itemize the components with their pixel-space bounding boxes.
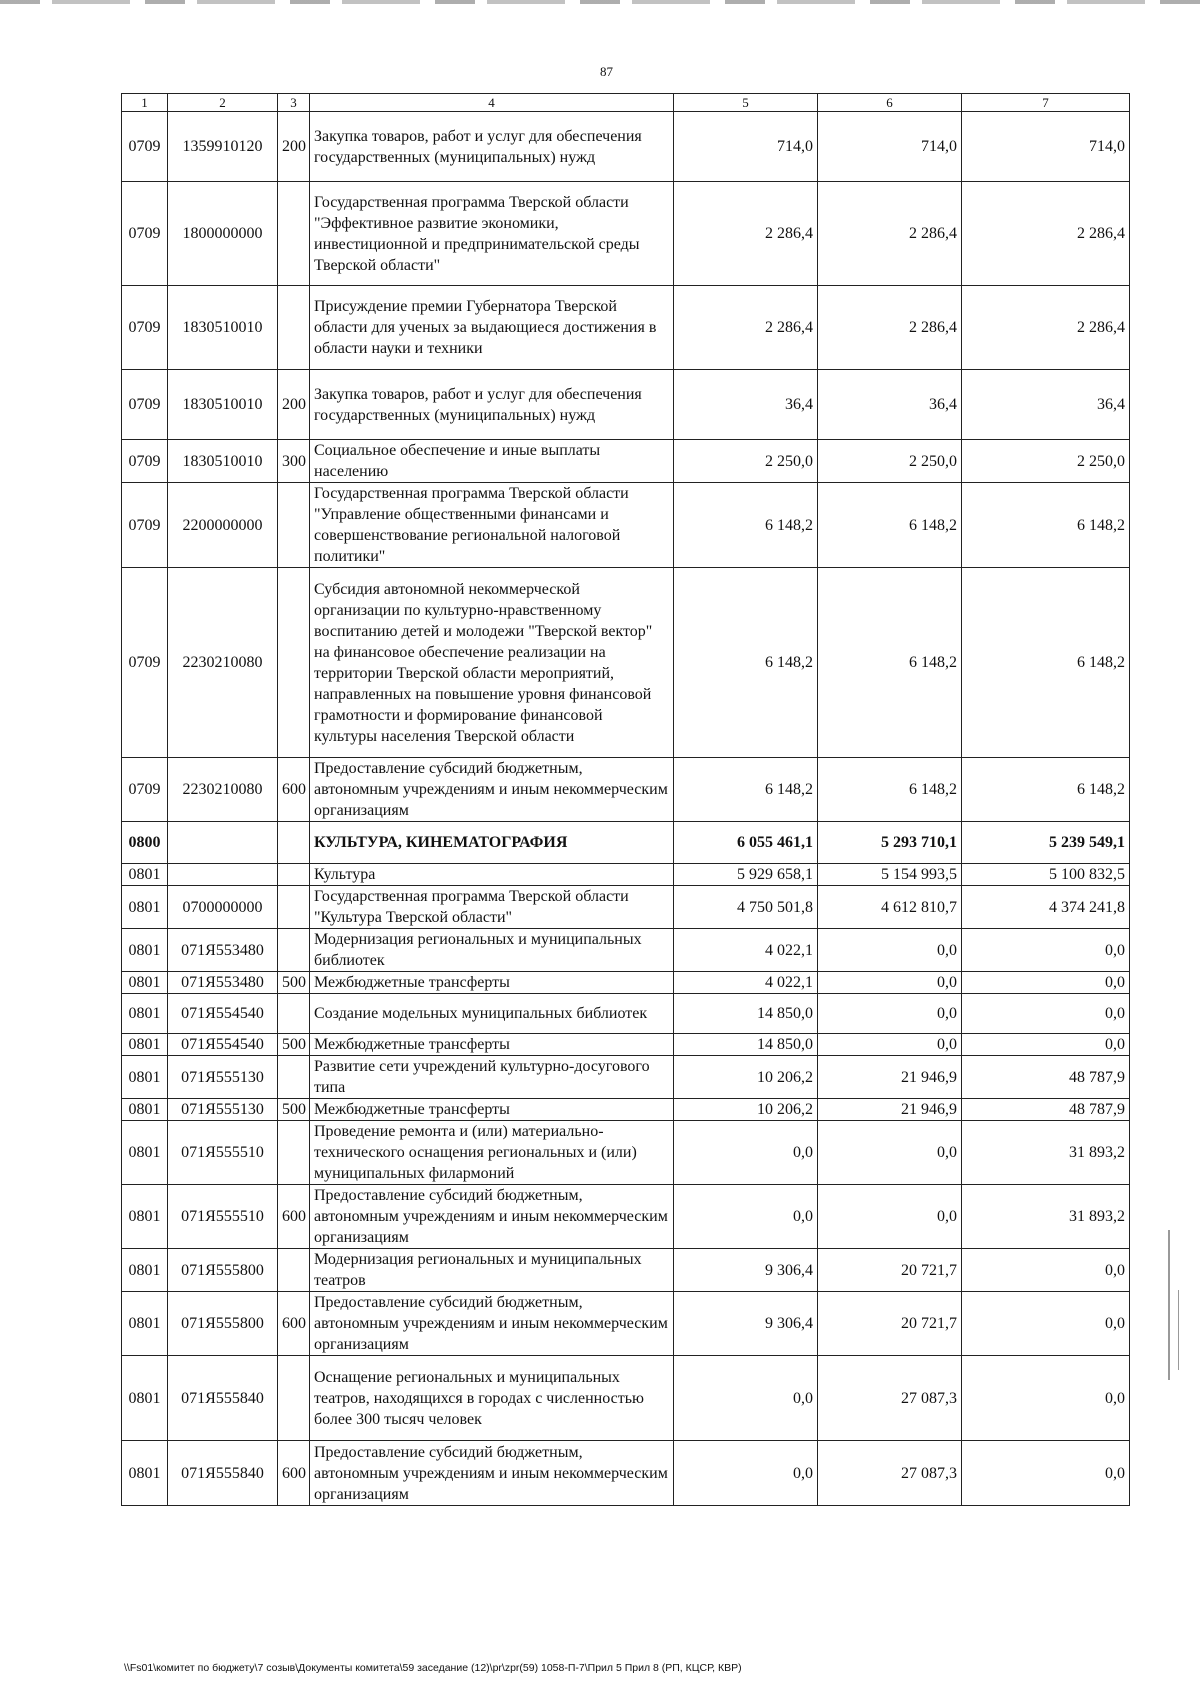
target-article-cell: 2200000000 bbox=[168, 483, 278, 568]
amount-col7-cell: 48 787,9 bbox=[962, 1056, 1130, 1099]
item-name-cell: Субсидия автономной некоммерческой организации по культурно-нравственному воспитанию детей и молодежи "Тверской вектор" на финансовое обеспечение реализации на территории Тверской области мероприятий, направленных на повышение уровня финансовой грамотности и формирование финансовой культуры населения Тверской области bbox=[310, 568, 674, 758]
amount-col5-cell: 4 022,1 bbox=[674, 972, 818, 994]
amount-col7-cell: 31 893,2 bbox=[962, 1121, 1130, 1185]
amount-col5-cell: 2 286,4 bbox=[674, 182, 818, 286]
amount-col5-cell: 6 148,2 bbox=[674, 758, 818, 822]
footer-file-path: \\Fs01\комитет по бюджету\7 созыв\Документы комитета\59 заседание (12)\pr\zpr(59) 1058-П-7\Прил 5 Прил 8 (РП, КЦСР, КВР) bbox=[124, 1662, 742, 1674]
column-header: 1 bbox=[122, 94, 168, 112]
amount-col5-cell: 0,0 bbox=[674, 1185, 818, 1249]
amount-col7-cell: 36,4 bbox=[962, 370, 1130, 440]
target-article-cell bbox=[168, 864, 278, 886]
amount-col6-cell: 714,0 bbox=[818, 112, 962, 182]
column-header: 5 bbox=[674, 94, 818, 112]
section-code-cell: 0709 bbox=[122, 758, 168, 822]
scan-edge-artifact bbox=[0, 0, 1200, 4]
amount-col5-cell: 9 306,4 bbox=[674, 1249, 818, 1292]
column-header: 2 bbox=[168, 94, 278, 112]
section-code-cell: 0801 bbox=[122, 1441, 168, 1506]
expense-type-cell: 600 bbox=[278, 1441, 310, 1506]
amount-col5-cell: 4 750 501,8 bbox=[674, 886, 818, 929]
amount-col5-cell: 714,0 bbox=[674, 112, 818, 182]
target-article-cell: 071Я555840 bbox=[168, 1356, 278, 1441]
section-code-cell: 0709 bbox=[122, 483, 168, 568]
expense-type-cell: 500 bbox=[278, 1099, 310, 1121]
section-code-cell: 0709 bbox=[122, 370, 168, 440]
section-code-cell: 0801 bbox=[122, 1121, 168, 1185]
target-article-cell: 1800000000 bbox=[168, 182, 278, 286]
target-article-cell: 1830510010 bbox=[168, 440, 278, 483]
target-article-cell: 071Я555130 bbox=[168, 1099, 278, 1121]
amount-col7-cell: 48 787,9 bbox=[962, 1099, 1130, 1121]
budget-table bbox=[121, 93, 1130, 1506]
section-code-cell: 0801 bbox=[122, 1099, 168, 1121]
section-code-cell: 0801 bbox=[122, 972, 168, 994]
table-row bbox=[122, 1441, 1130, 1506]
expense-type-cell bbox=[278, 1249, 310, 1292]
item-name-cell: Предоставление субсидий бюджетным, автономным учреждениям и иным некоммерческим организациям bbox=[310, 758, 674, 822]
section-code-cell: 0801 bbox=[122, 929, 168, 972]
expense-type-cell bbox=[278, 864, 310, 886]
amount-col7-cell: 4 374 241,8 bbox=[962, 886, 1130, 929]
item-name-cell: Закупка товаров, работ и услуг для обеспечения государственных (муниципальных) нужд bbox=[310, 370, 674, 440]
amount-col5-cell: 6 148,2 bbox=[674, 568, 818, 758]
item-name-cell: Предоставление субсидий бюджетным, автономным учреждениям и иным некоммерческим организациям bbox=[310, 1292, 674, 1356]
item-name-cell: КУЛЬТУРА, КИНЕМАТОГРАФИЯ bbox=[310, 822, 674, 864]
amount-col6-cell: 6 148,2 bbox=[818, 758, 962, 822]
expense-type-cell: 600 bbox=[278, 1185, 310, 1249]
item-name-cell: Предоставление субсидий бюджетным, автономным учреждениям и иным некоммерческим организациям bbox=[310, 1185, 674, 1249]
expense-type-cell: 600 bbox=[278, 758, 310, 822]
amount-col7-cell: 0,0 bbox=[962, 1249, 1130, 1292]
item-name-cell: Межбюджетные трансферты bbox=[310, 1099, 674, 1121]
column-header: 4 bbox=[310, 94, 674, 112]
amount-col5-cell: 2 286,4 bbox=[674, 286, 818, 370]
amount-col7-cell: 714,0 bbox=[962, 112, 1130, 182]
amount-col7-cell: 0,0 bbox=[962, 1034, 1130, 1056]
expense-type-cell: 600 bbox=[278, 1292, 310, 1356]
item-name-cell: Межбюджетные трансферты bbox=[310, 972, 674, 994]
item-name-cell: Оснащение региональных и муниципальных театров, находящихся в городах с численностью более 300 тысяч человек bbox=[310, 1356, 674, 1441]
table-row bbox=[122, 1185, 1130, 1249]
amount-col5-cell: 14 850,0 bbox=[674, 994, 818, 1034]
amount-col7-cell: 0,0 bbox=[962, 994, 1130, 1034]
amount-col7-cell: 0,0 bbox=[962, 1356, 1130, 1441]
section-code-cell: 0709 bbox=[122, 440, 168, 483]
target-article-cell: 071Я555840 bbox=[168, 1441, 278, 1506]
section-code-cell: 0709 bbox=[122, 568, 168, 758]
table-row bbox=[122, 886, 1130, 929]
item-name-cell: Государственная программа Тверской области "Культура Тверской области" bbox=[310, 886, 674, 929]
amount-col6-cell: 27 087,3 bbox=[818, 1441, 962, 1506]
amount-col6-cell: 4 612 810,7 bbox=[818, 886, 962, 929]
expense-type-cell bbox=[278, 1356, 310, 1441]
table-row bbox=[122, 1121, 1130, 1185]
item-name-cell: Модернизация региональных и муниципальных библиотек bbox=[310, 929, 674, 972]
item-name-cell: Государственная программа Тверской области "Эффективное развитие экономики, инвестиционной и предпринимательской среды Тверской области" bbox=[310, 182, 674, 286]
item-name-cell: Закупка товаров, работ и услуг для обеспечения государственных (муниципальных) нужд bbox=[310, 112, 674, 182]
table-row bbox=[122, 483, 1130, 568]
section-code-cell: 0801 bbox=[122, 994, 168, 1034]
section-code-cell: 0709 bbox=[122, 112, 168, 182]
amount-col7-cell: 5 239 549,1 bbox=[962, 822, 1130, 864]
amount-col6-cell: 27 087,3 bbox=[818, 1356, 962, 1441]
column-header: 3 bbox=[278, 94, 310, 112]
target-article-cell: 1830510010 bbox=[168, 370, 278, 440]
section-code-cell: 0801 bbox=[122, 1356, 168, 1441]
section-code-cell: 0801 bbox=[122, 1249, 168, 1292]
amount-col7-cell: 6 148,2 bbox=[962, 758, 1130, 822]
item-name-cell: Социальное обеспечение и иные выплаты населению bbox=[310, 440, 674, 483]
amount-col6-cell: 21 946,9 bbox=[818, 1056, 962, 1099]
amount-col6-cell: 5 154 993,5 bbox=[818, 864, 962, 886]
section-code-cell: 0801 bbox=[122, 1034, 168, 1056]
table-row bbox=[122, 1292, 1130, 1356]
section-code-cell: 0709 bbox=[122, 182, 168, 286]
table-row bbox=[122, 1056, 1130, 1099]
amount-col6-cell: 2 250,0 bbox=[818, 440, 962, 483]
amount-col5-cell: 5 929 658,1 bbox=[674, 864, 818, 886]
amount-col5-cell: 10 206,2 bbox=[674, 1099, 818, 1121]
amount-col5-cell: 6 055 461,1 bbox=[674, 822, 818, 864]
amount-col7-cell: 0,0 bbox=[962, 1292, 1130, 1356]
expense-type-cell: 200 bbox=[278, 112, 310, 182]
target-article-cell: 071Я553480 bbox=[168, 929, 278, 972]
amount-col6-cell: 0,0 bbox=[818, 1185, 962, 1249]
amount-col6-cell: 0,0 bbox=[818, 1121, 962, 1185]
item-name-cell: Межбюджетные трансферты bbox=[310, 1034, 674, 1056]
amount-col6-cell: 6 148,2 bbox=[818, 483, 962, 568]
amount-col7-cell: 0,0 bbox=[962, 1441, 1130, 1506]
table-row bbox=[122, 1099, 1130, 1121]
amount-col5-cell: 10 206,2 bbox=[674, 1056, 818, 1099]
expense-type-cell bbox=[278, 1056, 310, 1099]
column-header: 7 bbox=[962, 94, 1130, 112]
section-code-cell: 0801 bbox=[122, 886, 168, 929]
amount-col5-cell: 2 250,0 bbox=[674, 440, 818, 483]
amount-col6-cell: 20 721,7 bbox=[818, 1249, 962, 1292]
amount-col7-cell: 0,0 bbox=[962, 972, 1130, 994]
amount-col5-cell: 0,0 bbox=[674, 1121, 818, 1185]
section-code-cell: 0801 bbox=[122, 864, 168, 886]
amount-col7-cell: 2 286,4 bbox=[962, 286, 1130, 370]
target-article-cell: 2230210080 bbox=[168, 758, 278, 822]
table-row bbox=[122, 1249, 1130, 1292]
amount-col6-cell: 6 148,2 bbox=[818, 568, 962, 758]
table-row bbox=[122, 440, 1130, 483]
amount-col5-cell: 0,0 bbox=[674, 1356, 818, 1441]
item-name-cell: Культура bbox=[310, 864, 674, 886]
table-row bbox=[122, 822, 1130, 864]
amount-col7-cell: 2 250,0 bbox=[962, 440, 1130, 483]
section-code-cell: 0801 bbox=[122, 1056, 168, 1099]
table-row bbox=[122, 182, 1130, 286]
amount-col5-cell: 36,4 bbox=[674, 370, 818, 440]
amount-col5-cell: 14 850,0 bbox=[674, 1034, 818, 1056]
table-row bbox=[122, 370, 1130, 440]
target-article-cell: 0700000000 bbox=[168, 886, 278, 929]
item-name-cell: Государственная программа Тверской области "Управление общественными финансами и совершенствование региональной налоговой политики" bbox=[310, 483, 674, 568]
table-row bbox=[122, 286, 1130, 370]
table-row bbox=[122, 994, 1130, 1034]
target-article-cell: 1359910120 bbox=[168, 112, 278, 182]
target-article-cell: 2230210080 bbox=[168, 568, 278, 758]
target-article-cell bbox=[168, 822, 278, 864]
item-name-cell: Создание модельных муниципальных библиотек bbox=[310, 994, 674, 1034]
expense-type-cell bbox=[278, 568, 310, 758]
scan-mark bbox=[1168, 1230, 1170, 1380]
table-row bbox=[122, 112, 1130, 182]
amount-col7-cell: 6 148,2 bbox=[962, 568, 1130, 758]
amount-col6-cell: 21 946,9 bbox=[818, 1099, 962, 1121]
target-article-cell: 1830510010 bbox=[168, 286, 278, 370]
amount-col7-cell: 2 286,4 bbox=[962, 182, 1130, 286]
target-article-cell: 071Я553480 bbox=[168, 972, 278, 994]
table-row bbox=[122, 568, 1130, 758]
amount-col5-cell: 9 306,4 bbox=[674, 1292, 818, 1356]
column-header: 6 bbox=[818, 94, 962, 112]
section-code-cell: 0709 bbox=[122, 286, 168, 370]
section-code-cell: 0800 bbox=[122, 822, 168, 864]
expense-type-cell bbox=[278, 822, 310, 864]
amount-col5-cell: 0,0 bbox=[674, 1441, 818, 1506]
item-name-cell: Присуждение премии Губернатора Тверской области для ученых за выдающиеся достижения в области науки и техники bbox=[310, 286, 674, 370]
expense-type-cell bbox=[278, 886, 310, 929]
table-row bbox=[122, 972, 1130, 994]
amount-col6-cell: 0,0 bbox=[818, 972, 962, 994]
amount-col6-cell: 2 286,4 bbox=[818, 286, 962, 370]
expense-type-cell: 500 bbox=[278, 1034, 310, 1056]
expense-type-cell bbox=[278, 483, 310, 568]
target-article-cell: 071Я555800 bbox=[168, 1292, 278, 1356]
item-name-cell: Предоставление субсидий бюджетным, автономным учреждениям и иным некоммерческим организациям bbox=[310, 1441, 674, 1506]
scan-mark bbox=[1178, 1290, 1179, 1370]
amount-col6-cell: 0,0 bbox=[818, 1034, 962, 1056]
table-row bbox=[122, 1034, 1130, 1056]
expense-type-cell: 300 bbox=[278, 440, 310, 483]
amount-col5-cell: 4 022,1 bbox=[674, 929, 818, 972]
amount-col6-cell: 0,0 bbox=[818, 929, 962, 972]
expense-type-cell bbox=[278, 929, 310, 972]
amount-col7-cell: 5 100 832,5 bbox=[962, 864, 1130, 886]
item-name-cell: Развитие сети учреждений культурно-досугового типа bbox=[310, 1056, 674, 1099]
item-name-cell: Проведение ремонта и (или) материально-технического оснащения региональных и (или) муниципальных филармоний bbox=[310, 1121, 674, 1185]
amount-col6-cell: 20 721,7 bbox=[818, 1292, 962, 1356]
amount-col6-cell: 36,4 bbox=[818, 370, 962, 440]
amount-col7-cell: 6 148,2 bbox=[962, 483, 1130, 568]
expense-type-cell bbox=[278, 286, 310, 370]
section-code-cell: 0801 bbox=[122, 1292, 168, 1356]
expense-type-cell: 500 bbox=[278, 972, 310, 994]
amount-col7-cell: 0,0 bbox=[962, 929, 1130, 972]
table-row bbox=[122, 864, 1130, 886]
target-article-cell: 071Я555510 bbox=[168, 1121, 278, 1185]
expense-type-cell bbox=[278, 994, 310, 1034]
table-row bbox=[122, 929, 1130, 972]
expense-type-cell: 200 bbox=[278, 370, 310, 440]
amount-col6-cell: 5 293 710,1 bbox=[818, 822, 962, 864]
table-row bbox=[122, 758, 1130, 822]
item-name-cell: Модернизация региональных и муниципальных театров bbox=[310, 1249, 674, 1292]
expense-type-cell bbox=[278, 182, 310, 286]
expense-type-cell bbox=[278, 1121, 310, 1185]
table-row bbox=[122, 1356, 1130, 1441]
amount-col5-cell: 6 148,2 bbox=[674, 483, 818, 568]
column-number-row bbox=[122, 94, 1130, 112]
target-article-cell: 071Я555510 bbox=[168, 1185, 278, 1249]
target-article-cell: 071Я554540 bbox=[168, 994, 278, 1034]
target-article-cell: 071Я555800 bbox=[168, 1249, 278, 1292]
section-code-cell: 0801 bbox=[122, 1185, 168, 1249]
amount-col6-cell: 2 286,4 bbox=[818, 182, 962, 286]
target-article-cell: 071Я555130 bbox=[168, 1056, 278, 1099]
page-number: 87 bbox=[600, 64, 613, 79]
amount-col7-cell: 31 893,2 bbox=[962, 1185, 1130, 1249]
amount-col6-cell: 0,0 bbox=[818, 994, 962, 1034]
target-article-cell: 071Я554540 bbox=[168, 1034, 278, 1056]
